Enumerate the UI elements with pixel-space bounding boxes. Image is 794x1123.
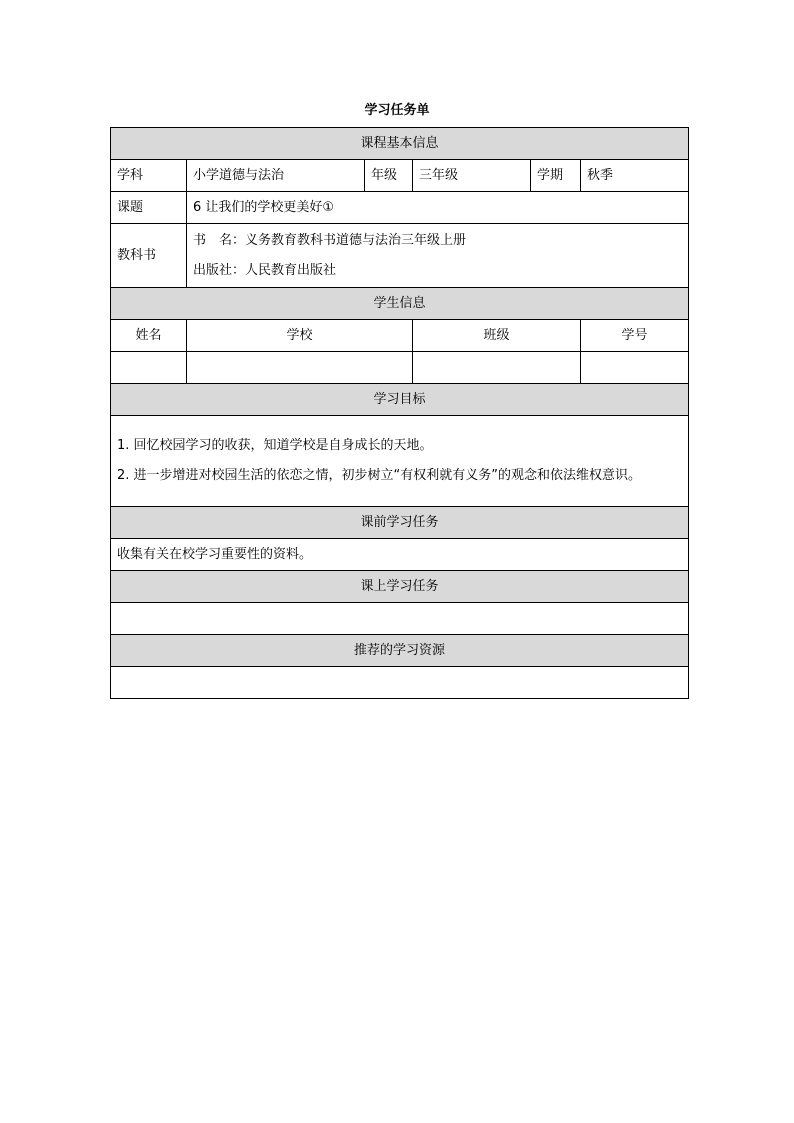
topic-row <box>111 192 689 224</box>
student-id-cell[interactable] <box>581 352 689 384</box>
student-school-header: 学校 <box>187 320 413 352</box>
student-name-header: 姓名 <box>111 320 187 352</box>
goals-cell <box>111 416 689 507</box>
resources-row <box>111 667 689 699</box>
student-info-header: 学生信息 <box>111 288 689 320</box>
textbook-row <box>111 224 689 288</box>
grade-label: 年级 <box>365 160 413 192</box>
student-columns-row <box>111 320 689 352</box>
resources-header-row <box>111 635 689 667</box>
study-task-table <box>110 127 689 699</box>
pre-class-row <box>111 539 689 571</box>
pre-class-header-row <box>111 507 689 539</box>
textbook-name: 书 名：义务教育教科书道德与法治三年级上册 <box>193 233 467 248</box>
in-class-row <box>111 603 689 635</box>
course-info-header: 课程基本信息 <box>111 128 689 160</box>
goals-header-row <box>111 384 689 416</box>
in-class-header-row <box>111 571 689 603</box>
goals-row <box>111 416 689 507</box>
term-value: 秋季 <box>581 160 689 192</box>
student-id-header: 学号 <box>581 320 689 352</box>
pre-class-header: 课前学习任务 <box>111 507 689 539</box>
student-values-row <box>111 352 689 384</box>
course-info-header-row <box>111 128 689 160</box>
student-name-cell[interactable] <box>111 352 187 384</box>
resources-content[interactable] <box>111 667 689 699</box>
goal-item-1: 1. 回忆校园学习的收获，知道学校是自身成长的天地。 <box>117 438 433 453</box>
subject-row <box>111 160 689 192</box>
topic-value: 6 让我们的学校更美好① <box>187 192 689 224</box>
term-label: 学期 <box>531 160 581 192</box>
textbook-value-cell <box>187 224 689 288</box>
topic-label: 课题 <box>111 192 187 224</box>
student-info-header-row <box>111 288 689 320</box>
in-class-header: 课上学习任务 <box>111 571 689 603</box>
student-class-cell[interactable] <box>413 352 581 384</box>
textbook-label-cell <box>111 224 187 288</box>
textbook-publisher: 出版社：人民教育出版社 <box>193 263 337 278</box>
page-title: 学习任务单 <box>364 103 430 118</box>
goals-header: 学习目标 <box>111 384 689 416</box>
student-school-cell[interactable] <box>187 352 413 384</box>
textbook-label: 教科书 <box>117 248 157 263</box>
pre-class-content: 收集有关在校学习重要性的资料。 <box>111 539 689 571</box>
goal-item-2: 2. 进一步增进对校园生活的依恋之情，初步树立“有权利就有义务”的观念和依法维权意识。 <box>117 468 642 483</box>
subject-label: 学科 <box>111 160 187 192</box>
in-class-content[interactable] <box>111 603 689 635</box>
student-class-header: 班级 <box>413 320 581 352</box>
subject-value: 小学道德与法治 <box>187 160 365 192</box>
grade-value: 三年级 <box>413 160 531 192</box>
resources-header: 推荐的学习资源 <box>111 635 689 667</box>
